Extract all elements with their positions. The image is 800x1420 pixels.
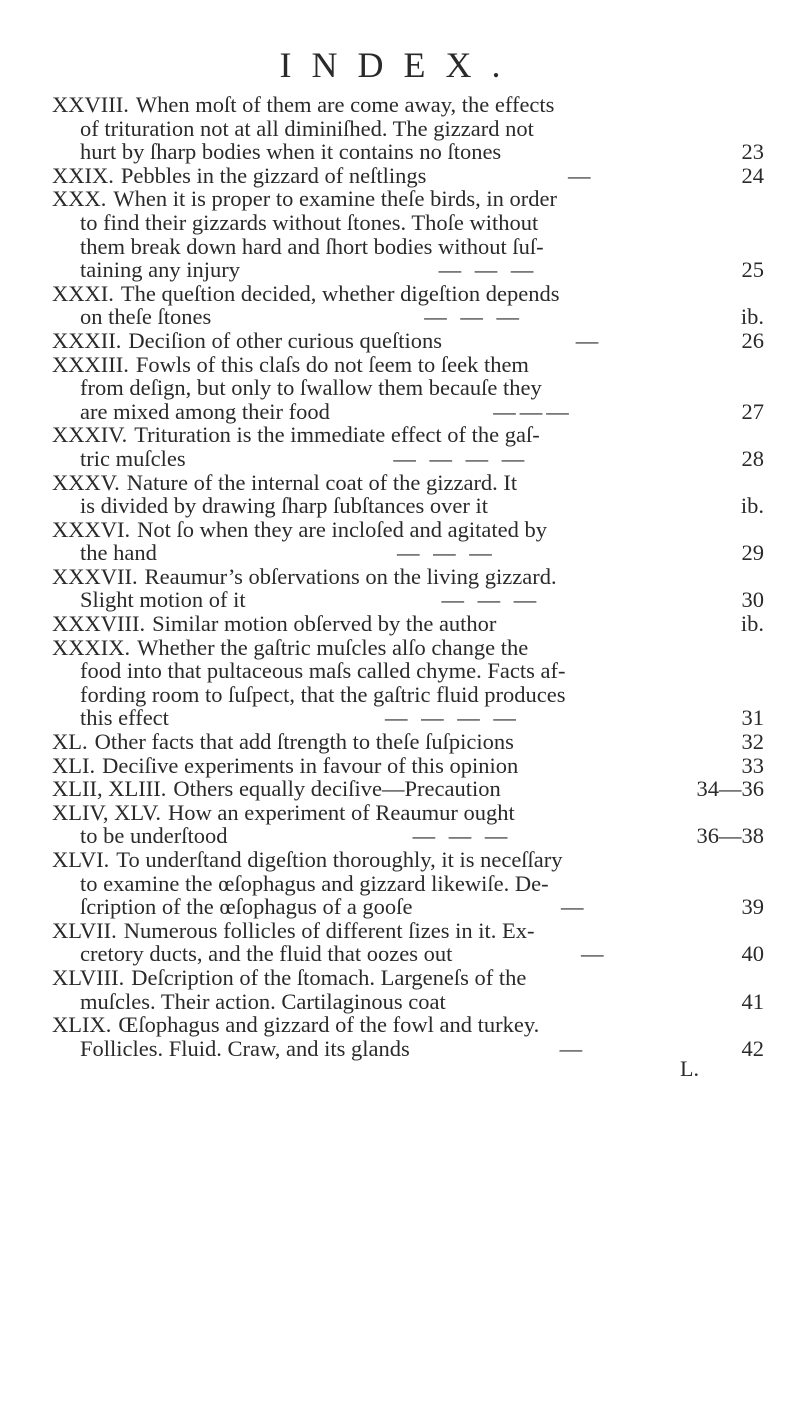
entry-text: food into that pultaceous maſs called chyme. Facts af- xyxy=(80,658,566,684)
entry-text: Whether the gaſtric muſcles alſo change the xyxy=(137,634,529,660)
index-entry xyxy=(52,777,764,801)
entry-number: XXXVIII. xyxy=(52,611,146,637)
entry-number: XL. xyxy=(52,729,88,755)
page-reference: 26 xyxy=(741,327,764,353)
page-reference: 25 xyxy=(741,257,764,283)
entry-number: XXXVI. xyxy=(52,516,131,542)
index-entry-line xyxy=(52,588,764,612)
page-reference: 34—36 xyxy=(696,776,764,802)
entry-number: XLIX. xyxy=(52,1012,112,1038)
entry-text: from deſign, but only to ſwallow them becauſe they xyxy=(80,375,542,401)
index-entry-line xyxy=(52,471,764,495)
entry-number: XXX. xyxy=(52,186,107,212)
index-entry-line xyxy=(52,612,764,636)
index-entry xyxy=(52,423,764,470)
index-entry-line xyxy=(52,565,764,589)
page-reference: 24 xyxy=(741,162,764,188)
index-entry xyxy=(52,754,764,778)
entry-number: XXVIII. xyxy=(52,92,129,117)
entry-number: XLVI. xyxy=(52,847,110,872)
index-entry-line xyxy=(52,305,764,329)
index-entry-line xyxy=(52,447,764,471)
index-entry-line xyxy=(52,376,764,400)
entry-number: XXIX. xyxy=(52,162,114,188)
entry-number: XLVIII. xyxy=(52,964,125,990)
entry-text: the hand xyxy=(80,540,157,566)
index-entry xyxy=(52,471,764,518)
entry-text: Trituration is the immediate effect of the gaſ- xyxy=(134,422,540,448)
index-entry-line xyxy=(52,872,764,896)
page-reference: 41 xyxy=(741,988,764,1014)
page-reference: 29 xyxy=(741,540,764,566)
index-entry-line xyxy=(52,494,764,518)
index-entry-line xyxy=(52,423,764,447)
index-entry-line xyxy=(52,1037,764,1061)
entry-number: XXXV. xyxy=(52,469,120,495)
index-entry xyxy=(52,282,764,329)
entry-text: to be underſtood xyxy=(80,823,228,849)
entry-text: of trituration not at all diminiſhed. The gizzard not xyxy=(80,115,534,141)
index-entry-line xyxy=(52,966,764,990)
page-reference: ib. xyxy=(740,304,764,330)
index-entry-line xyxy=(52,824,764,848)
entry-text: muſcles. Their action. Cartilaginous coat xyxy=(80,988,446,1014)
entry-number: XLI. xyxy=(52,752,96,778)
page-reference: 42 xyxy=(741,1035,764,1061)
entry-number: XLIV, XLV. xyxy=(52,799,161,825)
index-entry-line xyxy=(52,329,764,353)
index-entry xyxy=(52,93,764,164)
index-entry xyxy=(52,730,764,754)
index-entry xyxy=(52,164,764,188)
index-entry-line xyxy=(52,942,764,966)
entry-text: to examine the œſophagus and gizzard likewiſe. De- xyxy=(80,870,549,896)
entry-text: When moſt of them are come away, the effects xyxy=(135,92,555,117)
leader-dashes: — — — xyxy=(438,257,538,283)
page-reference: 31 xyxy=(741,705,764,731)
index-entries xyxy=(52,93,764,1060)
entry-text: Nature of the internal coat of the gizzard. It xyxy=(126,469,518,495)
index-entry xyxy=(52,848,764,919)
entry-text: Similar motion obſerved by the author xyxy=(152,611,497,637)
entry-text: are mixed among their food xyxy=(80,398,330,424)
page-reference: 27 xyxy=(741,398,764,424)
entry-number: XXXVII. xyxy=(52,563,138,589)
page-reference: 32 xyxy=(741,729,764,755)
leader-dashes: — xyxy=(560,894,588,920)
index-entry-line xyxy=(52,353,764,377)
entry-text: Numerous follicles of different ſizes in it. Ex- xyxy=(123,917,535,943)
entry-text: When it is proper to examine theſe birds, in order xyxy=(113,186,557,212)
index-entry xyxy=(52,919,764,966)
index-entry xyxy=(52,966,764,1013)
leader-dashes: — xyxy=(575,327,603,353)
page-reference: 40 xyxy=(741,941,764,967)
index-entry-line xyxy=(52,683,764,707)
entry-text: Slight motion of it xyxy=(80,587,246,613)
page-reference: 30 xyxy=(741,587,764,613)
index-entry-line xyxy=(52,919,764,943)
entry-number: XXXIII. xyxy=(52,351,129,377)
entry-number: XLII, XLIII. xyxy=(52,776,167,802)
index-entry xyxy=(52,636,764,730)
index-entry xyxy=(52,329,764,353)
index-entry-line xyxy=(52,93,764,117)
index-entry xyxy=(52,1013,764,1060)
index-entry-line xyxy=(52,541,764,565)
index-entry-line xyxy=(52,187,764,211)
entry-number: XXXII. xyxy=(52,327,122,353)
entry-number: XXXIX. xyxy=(52,634,131,660)
entry-text: The queſtion decided, whether digeſtion depends xyxy=(120,280,560,306)
entry-text: Follicles. Fluid. Craw, and its glands xyxy=(80,1035,410,1061)
entry-text: Deſcription of the ſtomach. Largeneſs of the xyxy=(131,964,527,990)
entry-text: ſcription of the œſophagus of a gooſe xyxy=(80,894,413,920)
page-reference: 33 xyxy=(741,752,764,778)
index-entry-line xyxy=(52,140,764,164)
index-entry xyxy=(52,612,764,636)
leader-dashes: — — — — xyxy=(385,705,520,731)
leader-dashes: — xyxy=(559,1035,587,1061)
index-entry xyxy=(52,518,764,565)
index-entry-line xyxy=(52,990,764,1014)
leader-dashes: ——— xyxy=(493,398,573,424)
entry-text: Œſophagus and gizzard of the fowl and turkey. xyxy=(118,1012,540,1038)
entry-text: Reaumur’s obſervations on the living gizzard. xyxy=(144,563,557,589)
entry-text: hurt by ſharp bodies when it contains no ſtones xyxy=(80,139,502,165)
entry-text: Other facts that add ſtrength to theſe ſuſpicions xyxy=(94,729,514,755)
page-reference: ib. xyxy=(740,611,764,637)
page-reference: ib. xyxy=(740,493,764,519)
page-reference: 28 xyxy=(741,445,764,471)
leader-dashes: — xyxy=(580,941,608,967)
entry-text: Deciſive experiments in favour of this opinion xyxy=(102,752,519,778)
index-entry-line xyxy=(52,235,764,259)
entry-number: XXXI. xyxy=(52,280,114,306)
entry-text: them break down hard and ſhort bodies without ſuſ- xyxy=(80,233,544,259)
page-reference: 39 xyxy=(741,894,764,920)
entry-text: cretory ducts, and the fluid that oozes out xyxy=(80,941,453,967)
entry-number: XXXIV. xyxy=(52,422,128,448)
leader-dashes: — — — — xyxy=(393,445,529,471)
leader-dashes: — — — xyxy=(412,823,512,849)
entry-text: fording room to ſuſpect, that the gaſtric fluid produces xyxy=(80,681,566,707)
leader-dashes: — — — xyxy=(424,304,523,330)
leader-dashes: — xyxy=(567,162,595,188)
index-entry-line xyxy=(52,400,764,424)
index-entry xyxy=(52,353,764,424)
index-entry-line xyxy=(52,895,764,919)
index-entry-line xyxy=(52,636,764,660)
page-title: INDEX. xyxy=(279,45,521,85)
index-entry xyxy=(52,565,764,612)
entry-text: Pebbles in the gizzard of neſtlings xyxy=(120,162,427,188)
entry-text: Deciſion of other curious queſtions xyxy=(128,327,443,353)
index-entry-line xyxy=(52,754,764,778)
entry-text: Fowls of this claſs do not ſeem to ſeek them xyxy=(135,351,529,377)
entry-text: How an experiment of Reaumur ought xyxy=(167,799,515,825)
index-entry-line xyxy=(52,117,764,141)
index-entry-line xyxy=(52,848,764,872)
entry-text: on theſe ſtones xyxy=(80,304,212,330)
leader-dashes: — — — xyxy=(397,540,496,566)
index-entry xyxy=(52,187,764,281)
page-reference: 36—38 xyxy=(696,823,764,849)
entry-number: XLVII. xyxy=(52,917,117,943)
entry-text: taining any injury xyxy=(80,257,240,283)
catchword: L. xyxy=(680,1056,699,1081)
index-entry-line xyxy=(52,518,764,542)
index-entry-line xyxy=(52,659,764,683)
index-entry-line xyxy=(52,777,764,801)
page-reference: 23 xyxy=(741,139,764,165)
index-entry-line xyxy=(52,1013,764,1037)
entry-text: is divided by drawing ſharp ſubſtances over it xyxy=(80,493,489,519)
index-entry-line xyxy=(52,164,764,188)
index-entry-line xyxy=(52,211,764,235)
entry-text: tric muſcles xyxy=(80,445,186,471)
leader-dashes: — — — xyxy=(441,587,541,613)
index-entry xyxy=(52,801,764,848)
index-entry-line xyxy=(52,258,764,282)
index-entry-line xyxy=(52,730,764,754)
index-entry-line xyxy=(52,282,764,306)
entry-text: Others equally deciſive—Precaution xyxy=(173,776,501,802)
index-entry-line xyxy=(52,706,764,730)
entry-text: to find their gizzards without ſtones. Thoſe without xyxy=(80,209,539,235)
entry-text: Not ſo when they are incloſed and agitated by xyxy=(137,516,547,542)
entry-text: this effect xyxy=(80,705,169,731)
entry-text: To underſtand digeſtion thoroughly, it is neceſſary xyxy=(116,847,563,872)
index-entry-line xyxy=(52,801,764,825)
